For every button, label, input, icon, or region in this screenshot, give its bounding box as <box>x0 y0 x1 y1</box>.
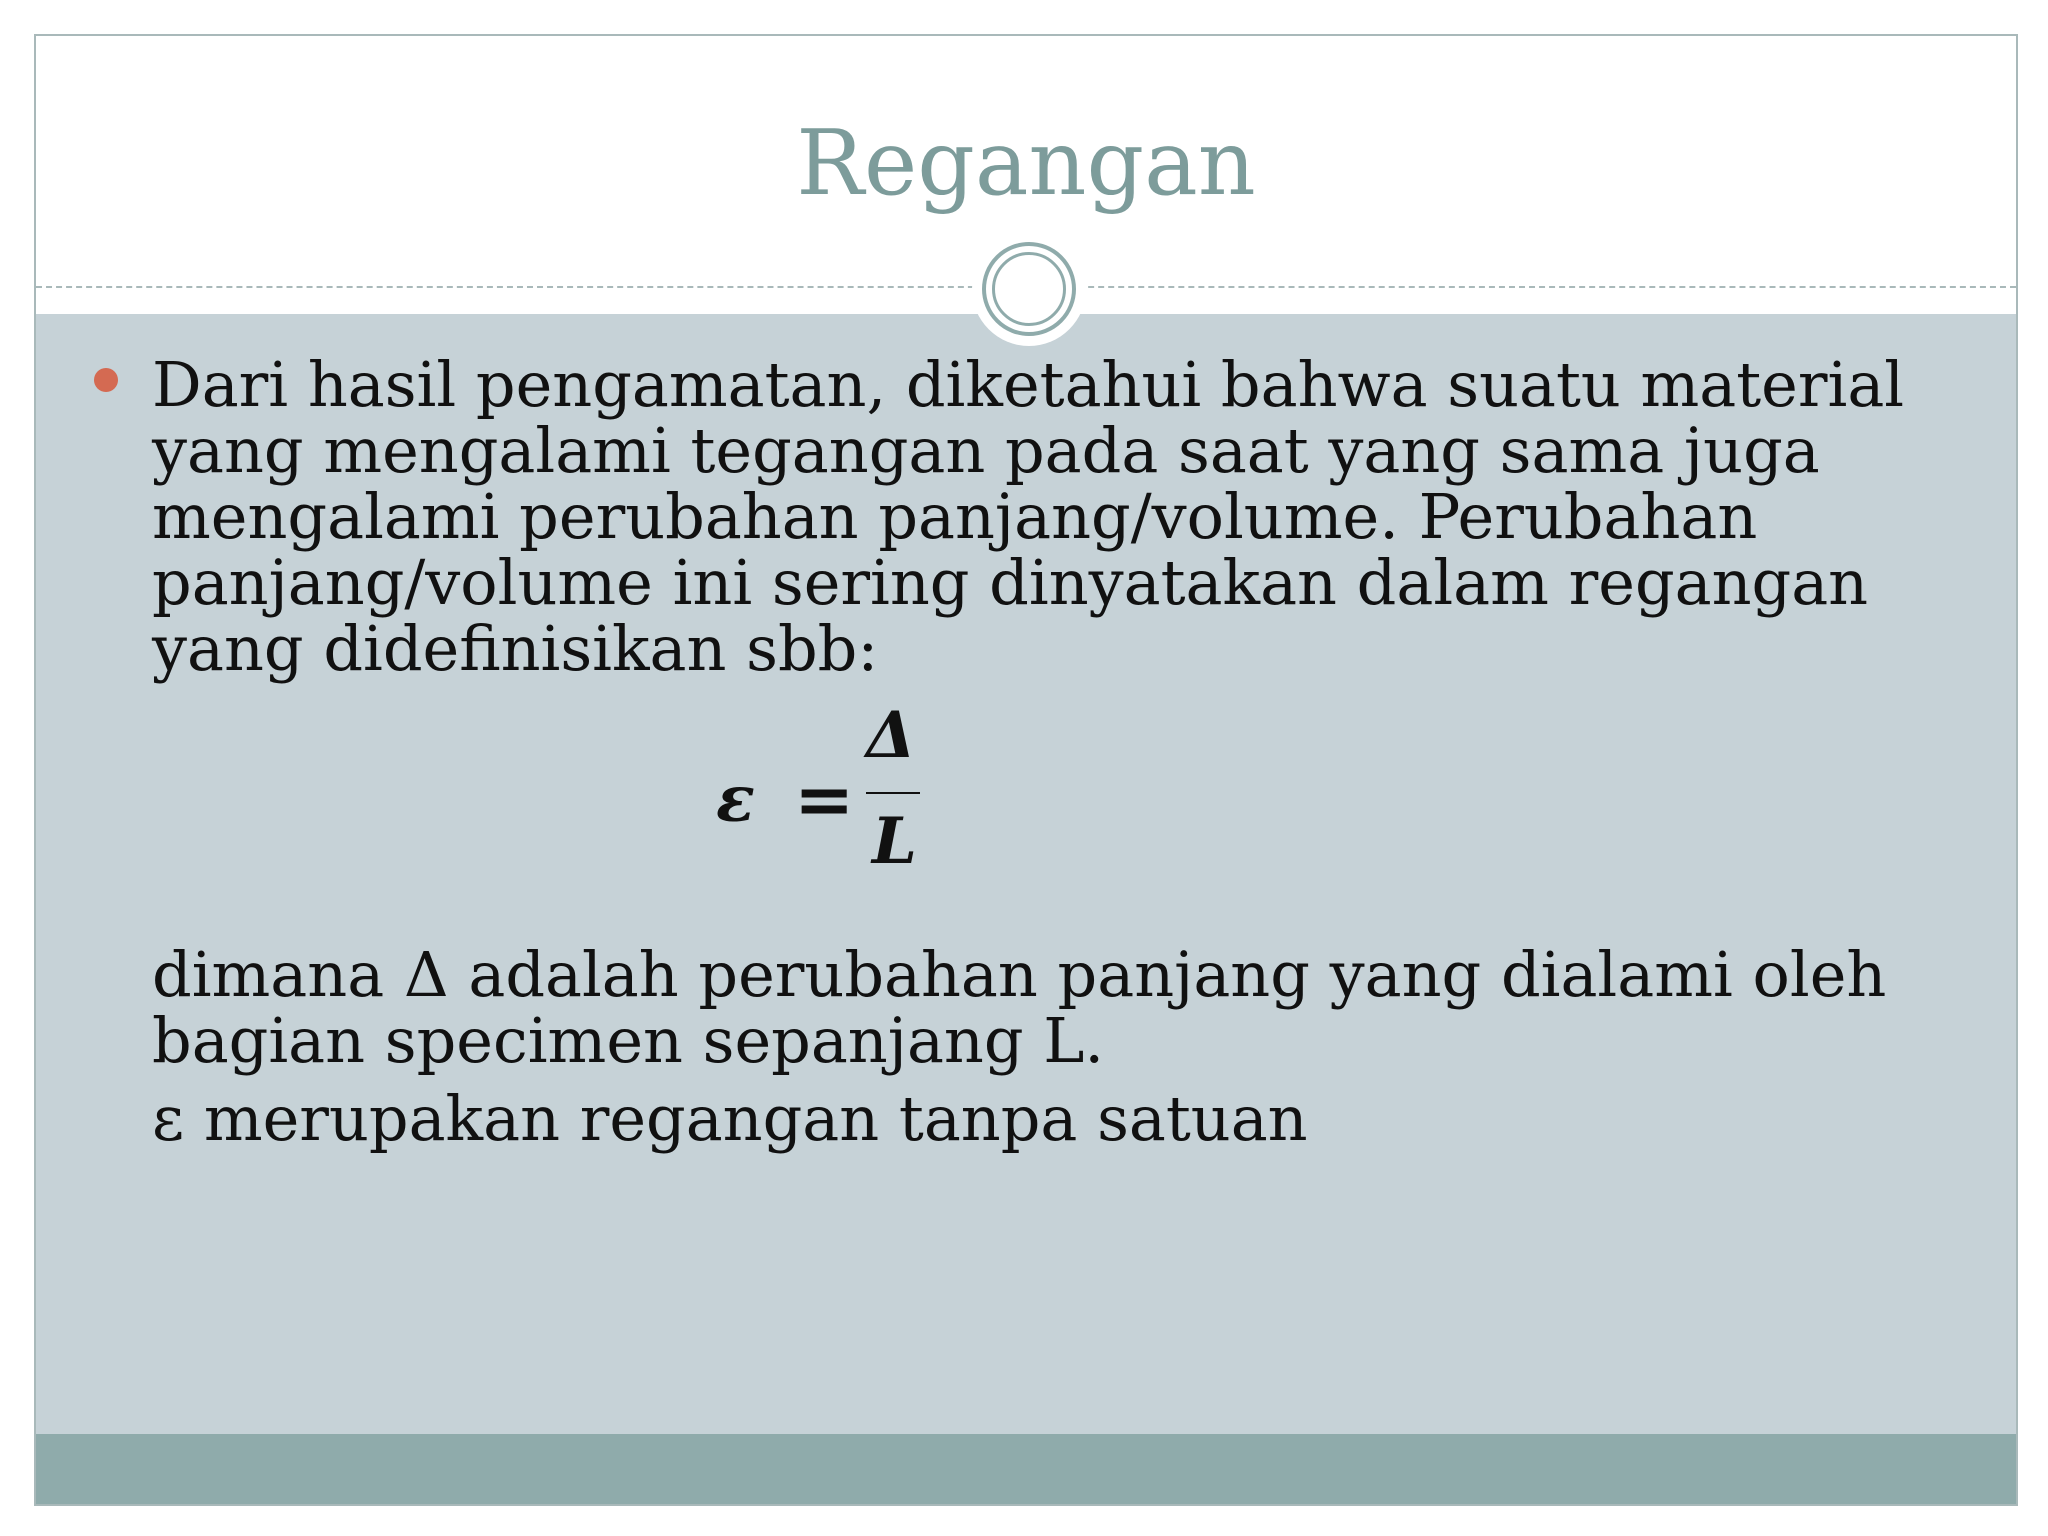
bullet-text: Dari hasil pengamatan, diketahui bahwa suatu material yang mengalami tegangan pada saat yang sama juga mengalami perubahan panjang/volume. Perubahan panjang/volume ini sering dinyatakan dalam regangan yang didefinisikan sbb: <box>152 348 1905 685</box>
slide-title: Regangan <box>796 111 1256 216</box>
formula-equals: = <box>794 756 855 841</box>
circle-ring <box>982 242 1076 336</box>
bullet-dot-icon <box>94 368 118 392</box>
formula-numerator: Δ <box>866 698 916 773</box>
explanation-text: dimana Δ adalah perubahan panjang yang dialami oleh bagian specimen sepanjang L. <box>152 938 1887 1077</box>
unit-note-text: ε merupakan regangan tanpa satuan <box>152 1082 1308 1155</box>
formula-denominator: L <box>872 804 917 879</box>
formula-epsilon: ε <box>716 762 755 837</box>
decorative-circle-icon <box>972 232 1086 346</box>
formula-fraction-bar <box>866 792 920 794</box>
circle-inner-ring <box>992 252 1066 326</box>
footer-bar <box>36 1434 2016 1506</box>
slide <box>34 34 2018 1506</box>
strain-formula <box>676 696 916 896</box>
